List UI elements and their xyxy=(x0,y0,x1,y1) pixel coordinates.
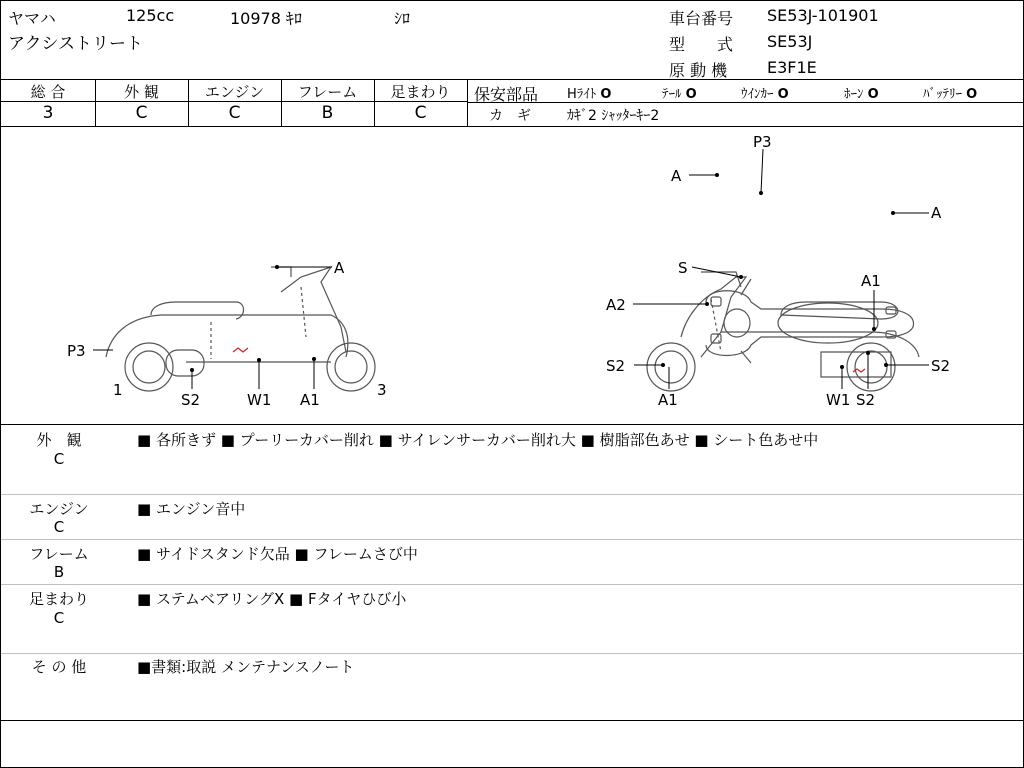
frame-no-label: 車台番号 xyxy=(669,9,734,28)
right-label-a2: A2 xyxy=(606,296,626,314)
right-label-s2-right: S2 xyxy=(931,357,951,375)
key-value: ｶｷﾞ2 ｼｬｯﾀｰｷｰ2 xyxy=(567,108,660,124)
left-label-a1: A1 xyxy=(300,391,320,409)
grade-label-suspension: 足まわり xyxy=(390,83,451,101)
left-label-w1: W1 xyxy=(247,391,272,409)
engine-value: E3F1E xyxy=(767,58,817,77)
safety-item-tail: ﾃｰﾙ O xyxy=(662,87,697,102)
remark-text-exterior: ■ 各所きず ■ プーリーカバー削れ ■ サイレンサーカバー削れ大 ■ 樹脂部色あせ ■ シート色あせ中 xyxy=(137,431,819,449)
safety-item-battery: ﾊﾞｯﾃﾘｰ O xyxy=(923,87,978,102)
remark-grade-exterior: C xyxy=(53,450,65,468)
left-label-1: 1 xyxy=(113,381,123,399)
remark-category-frame: フレーム xyxy=(29,545,89,563)
remark-text-engine: ■ エンジン音中 xyxy=(137,500,246,518)
displacement: 125cc xyxy=(126,6,175,25)
remark-grade-frame: B xyxy=(53,563,65,581)
grade-label-frame: フレーム xyxy=(297,83,358,101)
mileage: 10978 ｷﾛ xyxy=(230,9,302,28)
type-value: SE53J xyxy=(767,32,813,51)
left-label-3: 3 xyxy=(377,381,387,399)
grade-value-suspension: C xyxy=(414,103,427,123)
top-label-a-left: A xyxy=(671,167,682,185)
left-side-scooter xyxy=(106,267,375,391)
right-label-w1: W1 xyxy=(826,391,851,409)
engine-label: 原 動 機 xyxy=(669,61,728,80)
color: ｼﾛ xyxy=(394,9,411,28)
safety-item-horn: ﾎｰﾝ O xyxy=(844,87,879,102)
grade-value-frame: B xyxy=(321,103,334,123)
key-label: カ ギ xyxy=(489,108,531,124)
remark-category-engine: エンジン xyxy=(29,500,89,518)
safety-label: 保安部品 xyxy=(474,85,539,104)
right-label-s2-bottom: S2 xyxy=(856,391,876,409)
type-label: 型 式 xyxy=(669,35,734,54)
remark-grade-engine: C xyxy=(53,518,65,536)
safety-item-winker: ｳｲﾝｶｰ O xyxy=(741,87,789,102)
grade-value-engine: C xyxy=(228,103,241,123)
grade-value-exterior: C xyxy=(135,103,148,123)
grade-label-engine: エンジン xyxy=(204,83,265,101)
grade-label-total: 総 合 xyxy=(30,83,66,101)
left-label-p3: P3 xyxy=(67,342,86,360)
left-label-a: A xyxy=(334,259,345,277)
damage-diagram xyxy=(1,127,1023,423)
frame-no: SE53J-101901 xyxy=(767,6,879,25)
left-label-s2: S2 xyxy=(181,391,201,409)
top-label-a-right: A xyxy=(931,204,942,222)
remark-grade-suspension: C xyxy=(53,609,65,627)
model-name: アクシストリート xyxy=(8,34,143,54)
right-label-s: S xyxy=(678,259,688,277)
right-label-s2-left: S2 xyxy=(606,357,626,375)
remark-text-suspension: ■ ステムベアリングX ■ Fタイヤひび小 xyxy=(137,590,407,608)
grade-label-exterior: 外 観 xyxy=(124,83,159,101)
right-label-a1-top: A1 xyxy=(861,272,881,290)
remark-text-other: ■書類:取説 メンテナンスノート xyxy=(137,658,355,676)
remark-category-other: そ の 他 xyxy=(31,658,87,676)
top-view-scooter xyxy=(706,279,914,363)
remark-category-exterior: 外 観 xyxy=(36,431,82,449)
right-label-a1: A1 xyxy=(658,391,678,409)
maker: ヤマハ xyxy=(8,9,56,28)
remark-text-frame: ■ サイドスタンド欠品 ■ フレームさび中 xyxy=(137,545,418,563)
grade-value-total: 3 xyxy=(42,103,54,123)
remark-category-suspension: 足まわり xyxy=(28,590,89,608)
safety-item-headlight: Hﾗｲﾄ O xyxy=(567,87,612,102)
top-label-p3: P3 xyxy=(753,133,772,151)
